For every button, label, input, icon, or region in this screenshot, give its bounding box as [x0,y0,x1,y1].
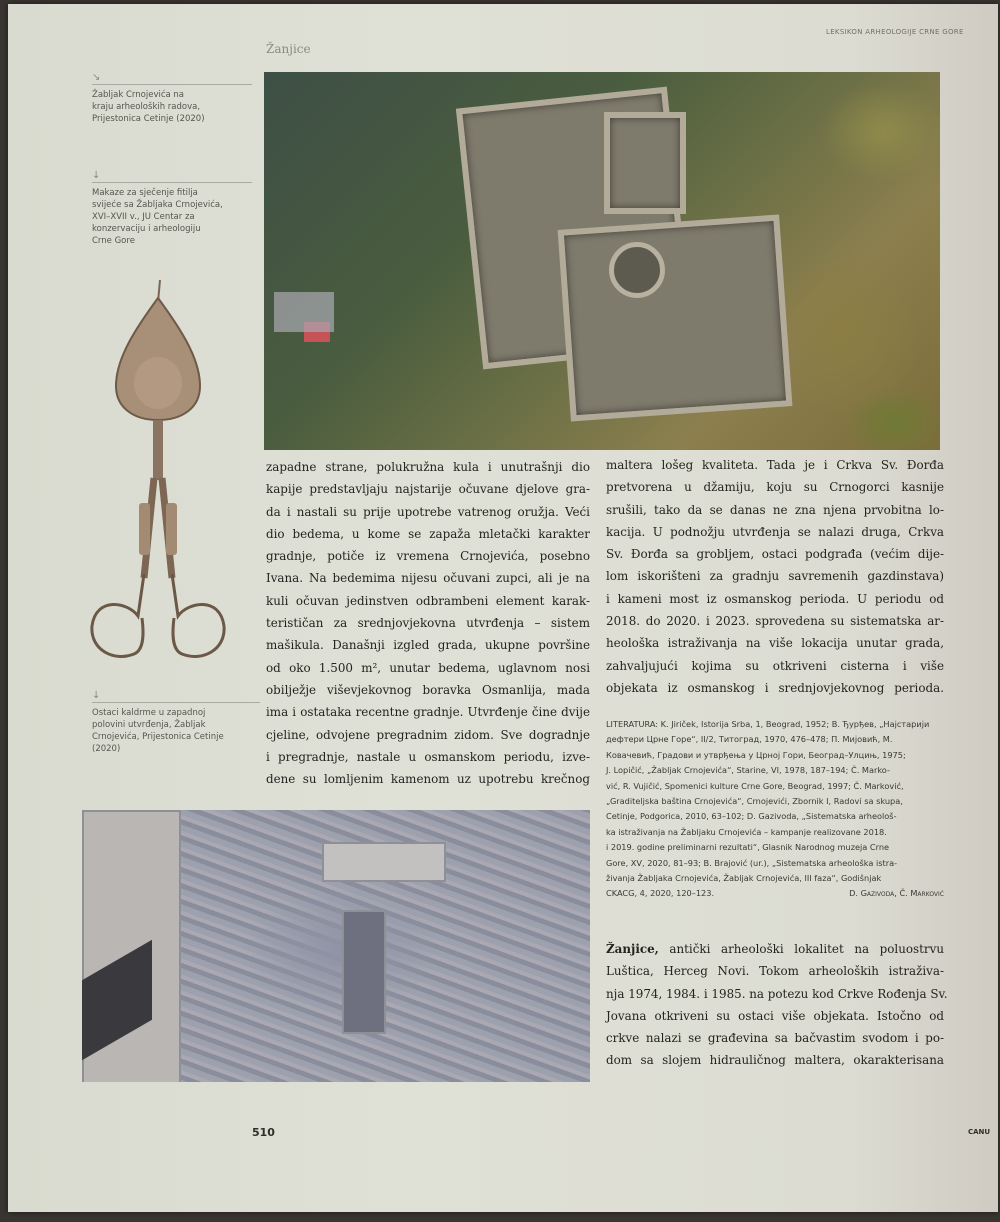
aerial-photo [264,72,940,450]
wall-top [322,842,446,882]
arrow-icon: ↓ [92,690,101,701]
literature-line: Cetinje, Podgorica, 2010, 63–102; D. Gazivoda, „Sistematska arheološ- [606,811,897,822]
text-line: terističan za srednjovjekovna utvrđenja – sistem [266,616,590,631]
text-line: kapije predstavljaju najstarije očuvane djelove gra- [266,482,590,497]
cistern [609,242,665,298]
text-line: lom iskorišteni za gradnju savremenih gazdinstava) [606,569,944,584]
paving-photo [82,810,590,1082]
arrow-icon: ↓ [92,170,101,181]
caption-line: konzervaciju i arheologiju [92,224,201,234]
text-line: 2018. do 2020. i 2023. sprovedena su sistematska ar- [606,614,944,629]
literature-authors: D. Gazivoda, Č. Marković [849,888,944,899]
arrow-icon: ↘ [92,72,101,83]
literature-line: Gore, XV, 2020, 81–93; B. Brajović (ur.), „Sistematska arheološka istra- [606,857,898,868]
text-line: Ivana. Na bedemima nijesu očuvani zupci, ali je na [266,571,590,586]
caption-aerial [92,72,252,125]
caption-line: Ostaci kaldrme u zapadnoj [92,708,206,718]
caption-rule [92,182,252,183]
book-page [8,4,998,1212]
text-line: kacija. U podnožju utvrđenja se nalazi druga, Crkva [606,524,944,539]
text-line: maltera lošeg kvaliteta. Tada je i Crkva Sv. Đorđa [606,458,944,472]
running-head-left: Žanjice [266,42,311,56]
text-line: Luštica, Herceg Novi. Tokom arheoloških istraživa- [606,964,944,979]
text-line: mašikula. Današnji izgled grada, ukupne površine [266,638,590,653]
literature-line: živanja Žabljaka Crnojevića, Žabljak Crnojevića, III faza“, Godišnjak [606,873,882,884]
literature-line: LITERATURA: K. Jiriček, Istorija Srba, 1, Beograd, 1952; В. Ђурђев, „Најстарији [606,719,930,729]
caption-line: Crnojevića, Prijestonica Cetinje [92,732,224,742]
text-line: zapadne strane, polukružna kula i unutrašnji dio [266,460,590,474]
text-line: gradnje, potiče iz vremena Crnojevića, posebno [266,549,590,564]
text-line: dene su lomljenim kamenom uz upotrebu krečnog [266,772,590,787]
entry-headword: Žanjice, [606,942,659,956]
literature-line: CKACG, 4, 2020, 120–123. [606,888,715,899]
text-line: obilježje viševjekovnog boravka Osmanlija, mada [266,682,590,697]
text-line [606,938,944,960]
text-line: ima i ostataka recentne gradnje. Utvrđenje čine dvije [266,705,590,720]
text-line: objekata iz osmanskog i srednjovjekovnog perioda. [606,680,944,695]
literature-last-row [606,886,944,901]
text-line: heološka istraživanja na više lokacija unutar grada, [606,636,944,651]
caption-tongs [92,170,252,247]
literature-line: vić, R. Vujičić, Spomenici kulture Crne Gore, Beograd, 1997; Č. Marković, [606,780,904,791]
ruin-structure [604,112,686,214]
text-line: zahvaljujući kojima su otkriveni cisterna i više [606,658,944,673]
publisher-mark: CANU [968,1128,991,1136]
tongs-image [88,278,228,668]
literature-line: „Graditeljska baština Crnojevića“, Crnojevići, Zbornik I, Radovi sa skupa, [606,796,903,807]
literature-line: ka istraživanja na Žabljaku Crnojevića – kampanje realizovane 2018. [606,826,887,837]
article-column-2 [606,454,944,699]
literature-line: i 2019. godine preliminarni rezultati“, Glasnik Narodnog muzeja Crne [606,842,890,853]
caption-paving [92,690,260,755]
wall-pit [342,910,386,1034]
literature-line: J. Lopičić, „Žabljak Crnojevića“, Starine, VI, 1978, 187–194; Č. Marko- [606,765,890,776]
literature-line: дефтери Црне Горе“, II/2, Титоград, 1970, 476–478; П. Мијовић, М. [606,734,893,745]
text-line: Jovana otkriveni su ostaci više objekata. Istočno od [606,1008,944,1023]
text-line: Sv. Đorđa sa grobljem, ostaci podgrađa (većim dije- [606,547,944,562]
text-line: pretvorena u džamiju, koju su Crnogorci kasnije [606,480,944,495]
text-line: srušili, tako da se danas ne zna njena prvobitna lo- [606,502,944,517]
caption-line: XVI–XVII v., JU Centar za [92,212,195,222]
caption-rule [92,84,252,85]
text-line: dio bedema, u kome se zapaža mletački karakter [266,526,590,541]
entry-zanjice [606,938,948,1072]
text-line: i pregradnje, nastale u osmanskom periodu, izve- [266,749,590,764]
literature-line: Ковачевић, Градови и утврђења у Црној Гори, Београд–Улцињ, 1975; [606,749,906,760]
literature-block [606,717,944,902]
page-number: 510 [252,1126,275,1139]
text-line: da i nastali su prije upotrebe vatrenog oružja. Veći [266,504,590,519]
text-line: crkve nalazi se građevina sa bačvastim svodom i po- [606,1031,944,1046]
ruin-structure [558,214,793,421]
caption-line: kraju arheoloških radova, [92,102,201,112]
text-line: kuli očuvan jedinstven odbrambeni element karak- [266,593,590,608]
text-line: dom sa slojem hidrauličnog maltera, okarakterisana [606,1053,944,1068]
caption-line: Prijestonica Cetinje (2020) [92,114,205,124]
caption-line: Žabljak Crnojevića na [92,90,185,100]
text-line: i kameni most iz osmanskog perioda. U periodu od [606,591,944,606]
entry-first-line: antički arheološki lokalitet na poluostrvu [658,942,944,956]
text-line: nja 1974, 1984. i 1985. na potezu kod Crkve Rođenja Sv. [606,986,948,1001]
text-line: cjeline, odvojene pregradnim zidom. Sve dogradnje [266,727,590,742]
caption-rule [92,702,260,703]
article-column-1 [266,456,590,790]
caption-line: (2020) [92,744,121,754]
running-head-right: LEKSIKON ARHEOLOGIJE CRNE GORE [826,28,964,36]
small-building [274,292,334,332]
caption-line: svijeće sa Žabljaka Crnojevića, [92,200,223,210]
caption-line: Makaze za sječenje fitilja [92,188,198,198]
text-line: od oko 1.500 m², unutar bedema, uglavnom nosi [266,660,590,675]
caption-line: polovini utvrđenja, Žabljak [92,720,206,730]
caption-line: Crne Gore [92,236,135,246]
